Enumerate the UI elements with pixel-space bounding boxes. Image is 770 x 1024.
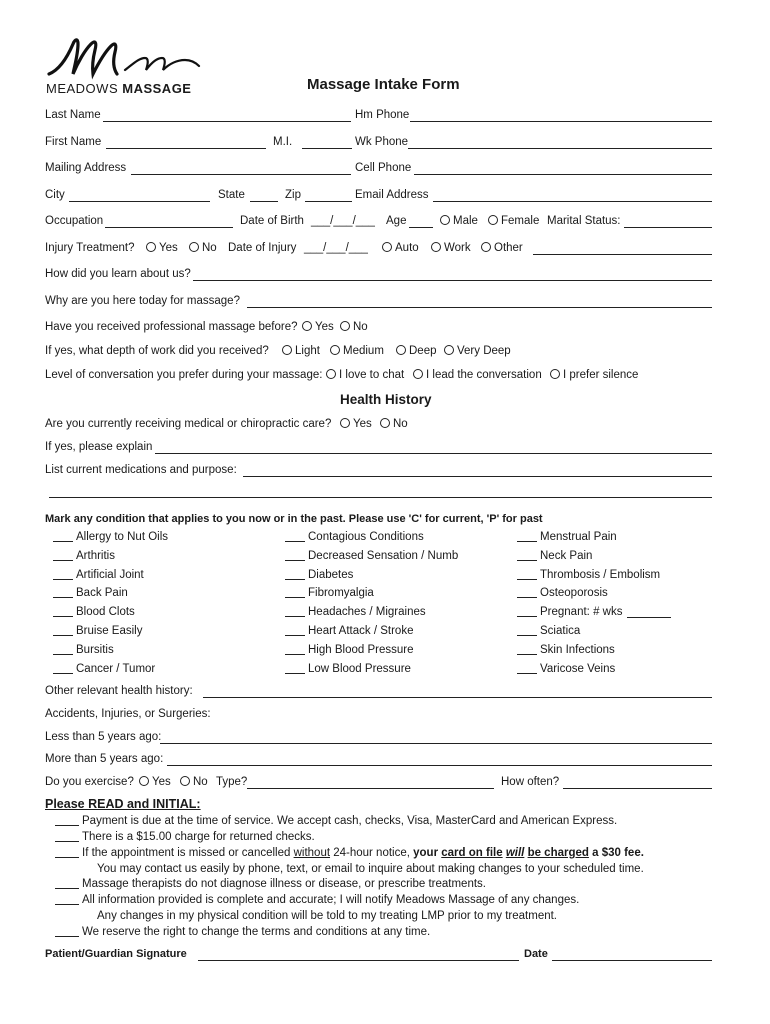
medical-care-label: Are you currently receiving medical or chiropractic care? bbox=[45, 418, 332, 430]
condition-label: Skin Infections bbox=[540, 643, 615, 656]
radio-icon bbox=[396, 345, 406, 355]
condition-initial-field[interactable] bbox=[517, 560, 537, 561]
prof-yes-option[interactable]: Yes bbox=[302, 321, 334, 333]
condition-item bbox=[285, 569, 353, 581]
marital-label: Marital Status: bbox=[547, 215, 621, 227]
condition-item bbox=[517, 644, 615, 656]
condition-item bbox=[517, 550, 592, 562]
other-history-label: Other relevant health history: bbox=[45, 685, 193, 697]
accidents-label: Accidents, Injuries, or Surgeries: bbox=[45, 708, 211, 720]
term-1: Payment is due at the time of service. We accept cash, checks, Visa, MasterCard and American Express. bbox=[55, 815, 617, 827]
age-field[interactable] bbox=[409, 227, 433, 228]
how-often-field[interactable] bbox=[563, 788, 712, 789]
radio-icon bbox=[481, 242, 491, 252]
condition-label: Low Blood Pressure bbox=[308, 662, 411, 675]
condition-item bbox=[53, 606, 135, 618]
radio-icon bbox=[180, 776, 190, 786]
term-2: There is a $15.00 charge for returned checks. bbox=[55, 831, 315, 843]
more5-label: More than 5 years ago: bbox=[45, 753, 164, 765]
condition-item bbox=[285, 531, 424, 543]
condition-item bbox=[517, 531, 617, 543]
radio-icon bbox=[440, 215, 450, 225]
deep-option[interactable]: Deep bbox=[396, 345, 437, 357]
very-deep-option[interactable]: Very Deep bbox=[444, 345, 511, 357]
mark-instructions: Mark any condition that applies to you now or in the past. Please use 'C' for current, 'P' for past bbox=[45, 513, 543, 525]
radio-icon bbox=[340, 321, 350, 331]
condition-item bbox=[285, 606, 426, 618]
condition-initial-field[interactable] bbox=[53, 579, 73, 580]
condition-initial-field[interactable] bbox=[285, 541, 305, 542]
dob-label: Date of Birth bbox=[240, 215, 304, 227]
condition-initial-field[interactable] bbox=[285, 579, 305, 580]
medications-label: List current medications and purpose: bbox=[45, 464, 237, 476]
condition-initial-field[interactable] bbox=[517, 616, 537, 617]
condition-item bbox=[517, 625, 580, 637]
radio-icon bbox=[326, 369, 336, 379]
exercise-no-option[interactable]: No bbox=[180, 776, 208, 788]
condition-label: Cancer / Tumor bbox=[76, 662, 156, 675]
condition-label: Bursitis bbox=[76, 643, 114, 656]
age-label: Age bbox=[386, 215, 407, 227]
zip-field[interactable] bbox=[305, 201, 352, 202]
condition-item bbox=[285, 587, 374, 599]
learn-label: How did you learn about us? bbox=[45, 268, 191, 280]
condition-label: Thrombosis / Embolism bbox=[540, 568, 661, 581]
medium-option[interactable]: Medium bbox=[330, 345, 384, 357]
medical-no-option[interactable]: No bbox=[380, 418, 408, 430]
radio-icon bbox=[146, 242, 156, 252]
wk-phone-field[interactable] bbox=[408, 148, 712, 149]
logo-text-b: MASSAGE bbox=[122, 81, 192, 96]
mi-label: M.I. bbox=[273, 136, 293, 148]
condition-initial-field[interactable] bbox=[517, 635, 537, 636]
condition-initial-field[interactable] bbox=[285, 597, 305, 598]
condition-label: Decreased Sensation / Numb bbox=[308, 549, 459, 562]
radio-icon bbox=[282, 345, 292, 355]
radio-icon bbox=[139, 776, 149, 786]
term-6: We reserve the right to change the terms and conditions at any time. bbox=[55, 926, 430, 938]
date-of-injury-field[interactable]: ___/___/___ bbox=[304, 242, 368, 254]
condition-initial-field[interactable] bbox=[53, 597, 73, 598]
logo-text-a: MEADOWS bbox=[46, 81, 119, 96]
depth-label: If yes, what depth of work did you received? bbox=[45, 345, 269, 357]
condition-item bbox=[285, 644, 413, 656]
radio-icon bbox=[413, 369, 423, 379]
exercise-yes-option[interactable]: Yes bbox=[139, 776, 171, 788]
condition-item bbox=[285, 625, 413, 637]
why-field[interactable] bbox=[247, 307, 712, 308]
condition-item bbox=[53, 644, 114, 656]
date-of-injury-label: Date of Injury bbox=[228, 242, 297, 254]
condition-label: Back Pain bbox=[76, 587, 128, 600]
condition-label: Menstrual Pain bbox=[540, 531, 617, 543]
condition-label: Headaches / Migraines bbox=[308, 606, 426, 619]
mi-field[interactable] bbox=[302, 148, 352, 149]
condition-item bbox=[285, 550, 458, 562]
condition-label: Allergy to Nut Oils bbox=[76, 531, 169, 543]
first-name-field[interactable] bbox=[106, 148, 266, 149]
condition-initial-field[interactable] bbox=[53, 616, 73, 617]
radio-icon bbox=[340, 418, 350, 428]
condition-item bbox=[53, 625, 142, 637]
radio-icon bbox=[330, 345, 340, 355]
light-option[interactable]: Light bbox=[282, 345, 320, 357]
injury-yes-option[interactable]: Yes bbox=[146, 242, 178, 254]
logo bbox=[45, 34, 205, 96]
date-label: Date bbox=[524, 948, 548, 960]
other-history-field[interactable] bbox=[203, 697, 712, 698]
condition-item bbox=[285, 663, 411, 675]
condition-label: Heart Attack / Stroke bbox=[308, 625, 414, 637]
first-name-label: First Name bbox=[45, 136, 102, 148]
condition-initial-field[interactable] bbox=[517, 541, 537, 542]
female-option[interactable]: Female bbox=[488, 215, 539, 227]
injury-no-option[interactable]: No bbox=[189, 242, 217, 254]
term-3: If the appointment is missed or cancelled without 24-hour notice, your card on file will be charged a $30 fee. bbox=[55, 847, 644, 859]
condition-item bbox=[517, 606, 622, 618]
less5-label: Less than 5 years ago: bbox=[45, 731, 162, 743]
email-field[interactable] bbox=[433, 201, 712, 202]
initial-field[interactable] bbox=[55, 936, 79, 937]
condition-item bbox=[517, 587, 608, 599]
conv-chat-option[interactable]: I love to chat bbox=[326, 369, 404, 381]
condition-label: Fibromyalgia bbox=[308, 587, 374, 600]
condition-label: Blood Clots bbox=[76, 606, 135, 619]
condition-label: Sciatica bbox=[540, 625, 581, 637]
condition-label: Osteoporosis bbox=[540, 587, 608, 600]
radio-icon bbox=[382, 242, 392, 252]
initial-field[interactable] bbox=[55, 857, 79, 858]
state-field[interactable] bbox=[250, 201, 278, 202]
radio-icon bbox=[380, 418, 390, 428]
page-title: Massage Intake Form bbox=[307, 76, 460, 93]
occupation-label: Occupation bbox=[45, 215, 104, 227]
occupation-field[interactable] bbox=[105, 227, 233, 228]
hm-phone-label: Hm Phone bbox=[355, 109, 410, 121]
radio-icon bbox=[488, 215, 498, 225]
cell-phone-label: Cell Phone bbox=[355, 162, 412, 174]
condition-label: Varicose Veins bbox=[540, 662, 616, 675]
email-label: Email Address bbox=[355, 189, 429, 201]
condition-label: Pregnant: # wks bbox=[540, 606, 623, 619]
explain-field[interactable] bbox=[155, 453, 712, 454]
conv-silence-option[interactable]: I prefer silence bbox=[550, 369, 638, 381]
type-field[interactable] bbox=[247, 788, 494, 789]
city-label: City bbox=[45, 189, 65, 201]
how-often-label: How often? bbox=[501, 776, 560, 788]
condition-initial-field[interactable] bbox=[285, 560, 305, 561]
condition-item bbox=[53, 663, 155, 675]
state-label: State bbox=[218, 189, 245, 201]
condition-initial-field[interactable] bbox=[53, 673, 73, 674]
condition-label: Arthritis bbox=[76, 549, 115, 562]
mailing-address-label: Mailing Address bbox=[45, 162, 127, 174]
exercise-label: Do you exercise? bbox=[45, 776, 134, 788]
wk-phone-label: Wk Phone bbox=[355, 136, 409, 148]
more5-field[interactable] bbox=[167, 765, 712, 766]
signature-label: Patient/Guardian Signature bbox=[45, 948, 187, 960]
condition-label: Artificial Joint bbox=[76, 568, 144, 581]
radio-icon bbox=[189, 242, 199, 252]
condition-initial-field[interactable] bbox=[285, 635, 305, 636]
logo-mark-icon bbox=[45, 34, 205, 80]
explain-label: If yes, please explain bbox=[45, 441, 153, 453]
condition-initial-field[interactable] bbox=[517, 654, 537, 655]
prof-massage-label: Have you received professional massage before? bbox=[45, 321, 298, 333]
condition-label: High Blood Pressure bbox=[308, 643, 414, 656]
city-field[interactable] bbox=[69, 201, 210, 202]
medical-yes-option[interactable]: Yes bbox=[340, 418, 372, 430]
health-history-heading: Health History bbox=[340, 392, 432, 407]
medications-field-2[interactable] bbox=[49, 497, 712, 498]
condition-item bbox=[53, 587, 128, 599]
condition-label: Diabetes bbox=[308, 568, 354, 581]
initial-field[interactable] bbox=[55, 825, 79, 826]
condition-initial-field[interactable] bbox=[53, 654, 73, 655]
condition-initial-field[interactable] bbox=[53, 635, 73, 636]
condition-label: Contagious Conditions bbox=[308, 531, 424, 543]
condition-initial-field[interactable] bbox=[285, 654, 305, 655]
type-label: Type? bbox=[216, 776, 248, 788]
other-option[interactable]: Other bbox=[481, 242, 523, 254]
initial-field[interactable] bbox=[55, 841, 79, 842]
learn-field[interactable] bbox=[193, 280, 712, 281]
condition-label: Bruise Easily bbox=[76, 625, 143, 637]
marital-field[interactable] bbox=[624, 227, 712, 228]
condition-label: Neck Pain bbox=[540, 549, 593, 562]
less5-field[interactable] bbox=[160, 743, 712, 744]
condition-initial-field[interactable] bbox=[53, 560, 73, 561]
hm-phone-field[interactable] bbox=[410, 121, 712, 122]
initial-field[interactable] bbox=[55, 904, 79, 905]
condition-item bbox=[53, 531, 168, 543]
condition-initial-field[interactable] bbox=[517, 579, 537, 580]
condition-item bbox=[517, 569, 660, 581]
male-option[interactable]: Male bbox=[440, 215, 478, 227]
auto-option[interactable]: Auto bbox=[382, 242, 419, 254]
pregnant-weeks-field[interactable] bbox=[627, 617, 671, 618]
signature-field[interactable] bbox=[198, 960, 519, 961]
dob-field[interactable]: ___/___/___ bbox=[311, 215, 375, 227]
terms-heading: Please READ and INITIAL: bbox=[45, 797, 201, 811]
condition-initial-field[interactable] bbox=[285, 616, 305, 617]
other-field[interactable] bbox=[533, 254, 712, 255]
radio-icon bbox=[550, 369, 560, 379]
zip-label: Zip bbox=[285, 189, 301, 201]
condition-item bbox=[53, 569, 144, 581]
conversation-label: Level of conversation you prefer during your massage: bbox=[45, 369, 323, 381]
term-5-cont: Any changes in my physical condition will be told to my treating LMP prior to my treatment. bbox=[97, 910, 557, 922]
last-name-label: Last Name bbox=[45, 109, 101, 121]
radio-icon bbox=[302, 321, 312, 331]
term-4: Massage therapists do not diagnose illness or disease, or prescribe treatments. bbox=[55, 878, 486, 890]
condition-initial-field[interactable] bbox=[517, 597, 537, 598]
injury-treatment-label: Injury Treatment? bbox=[45, 242, 135, 254]
prof-no-option[interactable]: No bbox=[340, 321, 368, 333]
condition-item bbox=[517, 663, 615, 675]
medications-field[interactable] bbox=[243, 476, 712, 477]
condition-initial-field[interactable] bbox=[285, 673, 305, 674]
work-option[interactable]: Work bbox=[431, 242, 471, 254]
why-label: Why are you here today for massage? bbox=[45, 295, 240, 307]
conv-lead-option[interactable]: I lead the conversation bbox=[413, 369, 542, 381]
condition-item bbox=[53, 550, 115, 562]
condition-initial-field[interactable] bbox=[517, 673, 537, 674]
term-3-cont: You may contact us easily by phone, text, or email to inquire about making changes to your scheduled time. bbox=[97, 863, 644, 875]
term-5: All information provided is complete and accurate; I will notify Meadows Massage of any changes. bbox=[55, 894, 579, 906]
date-field[interactable] bbox=[552, 960, 712, 961]
radio-icon bbox=[431, 242, 441, 252]
initial-field[interactable] bbox=[55, 888, 79, 889]
last-name-field[interactable] bbox=[103, 121, 351, 122]
condition-initial-field[interactable] bbox=[53, 541, 73, 542]
mailing-address-field[interactable] bbox=[131, 174, 351, 175]
radio-icon bbox=[444, 345, 454, 355]
cell-phone-field[interactable] bbox=[414, 174, 712, 175]
